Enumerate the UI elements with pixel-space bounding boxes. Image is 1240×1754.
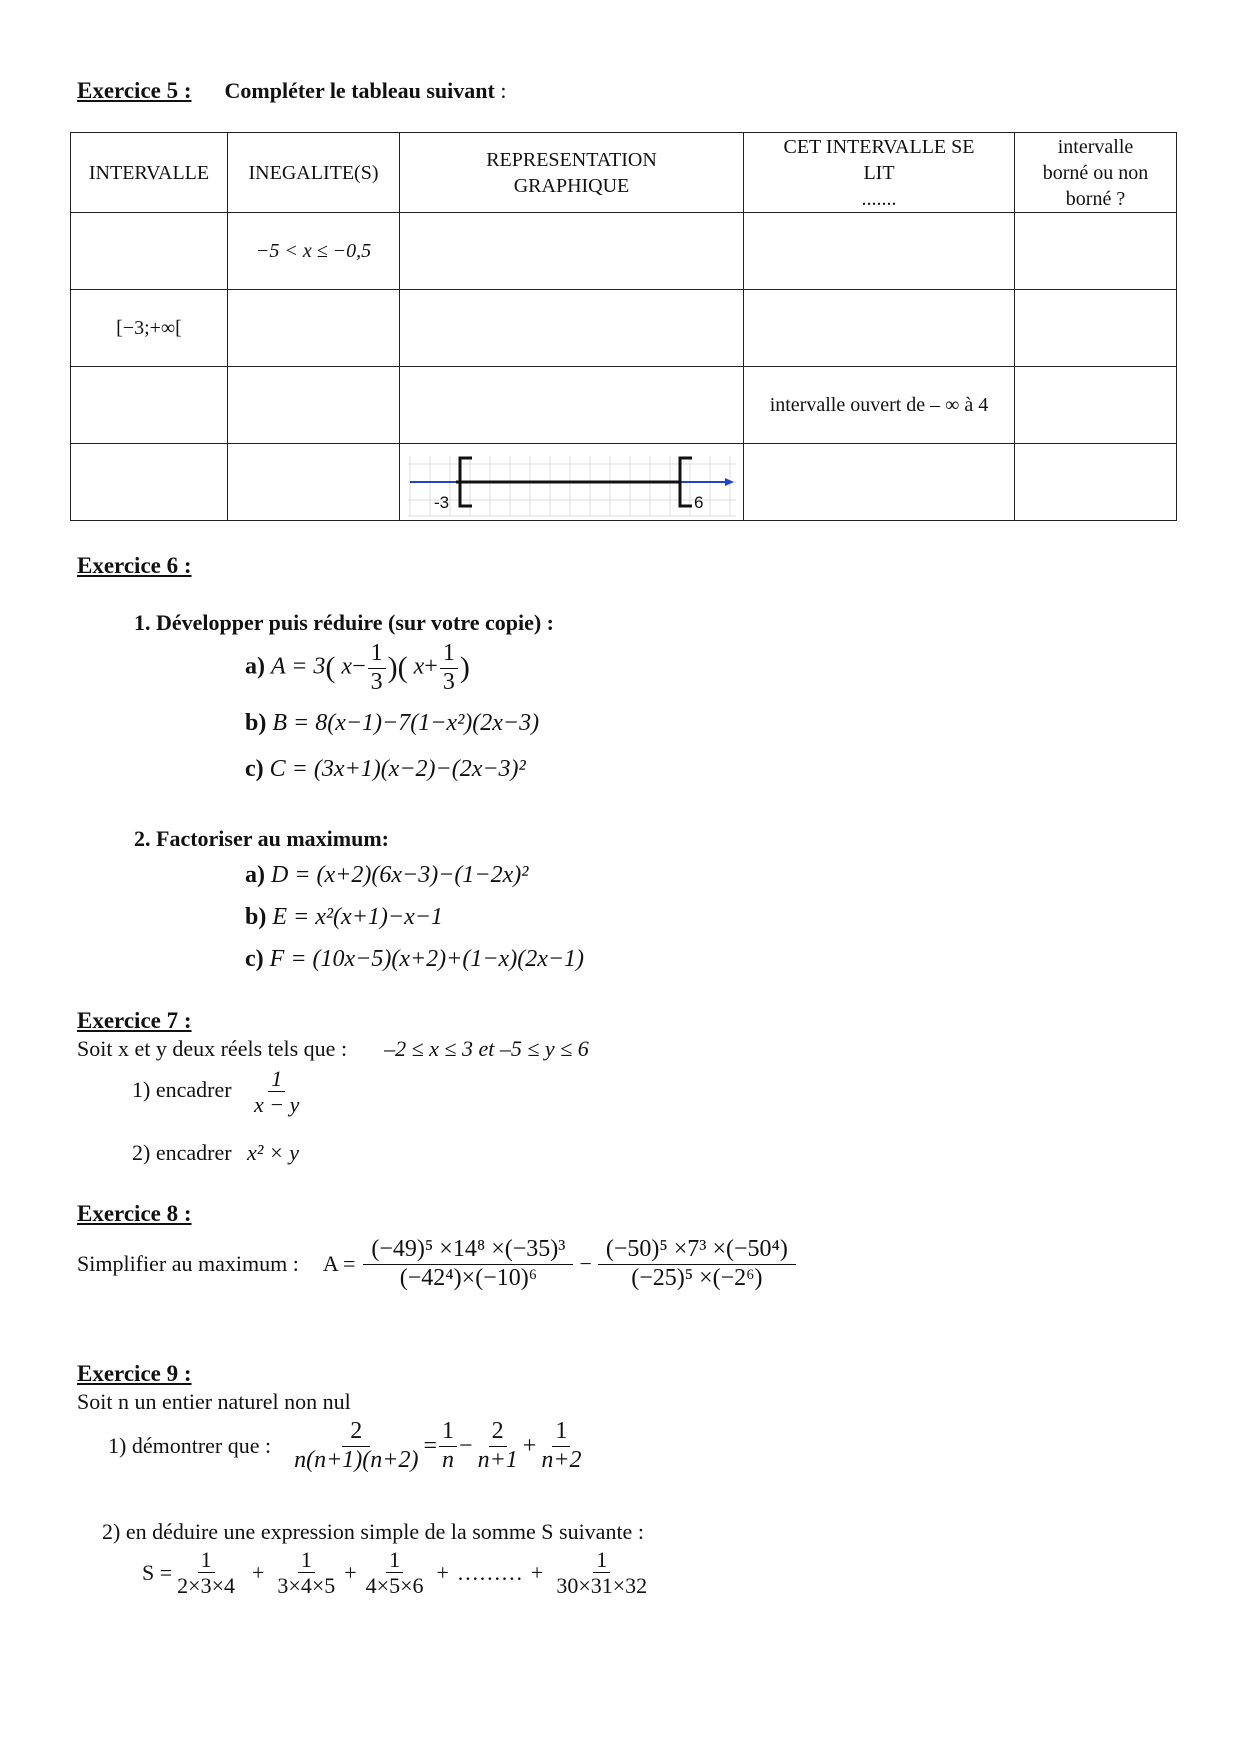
table-cell[interactable] — [400, 367, 744, 444]
ex5-instruction-tail: : — [494, 78, 507, 103]
right-bound-label: 6 — [694, 493, 704, 512]
ex7-title: Exercice 7 : — [77, 1008, 192, 1033]
ex9-q1-label: 1) démontrer que : — [108, 1433, 272, 1459]
header-borne: intervalle borné ou non borné ? — [1015, 133, 1177, 213]
ex7-q1-label: 1) encadrer — [132, 1076, 232, 1102]
table-cell[interactable] — [400, 290, 744, 367]
ex5-title: Exercice 5 : — [77, 78, 192, 103]
ex8-frac2-numerator: (−50)⁵ ×7³ ×(−50⁴) — [598, 1236, 796, 1265]
number-line-graph — [400, 444, 744, 520]
left-bound-label: -3 — [434, 493, 450, 512]
header-representation: REPRESENTATION GRAPHIQUE — [400, 133, 744, 213]
ex6-q2b-expr: E = x²(x+1)−x−1 — [272, 904, 443, 930]
table-cell[interactable] — [1015, 213, 1177, 290]
ex7-intro-line — [77, 1036, 589, 1062]
ex8-frac1-denominator: (−42⁴)×(−10)⁶ — [399, 1264, 538, 1291]
ex7-q2 — [132, 1140, 299, 1166]
ex9-t2-den: n+1 — [477, 1446, 518, 1473]
ex9-s1-den: 2×3×4 — [177, 1573, 235, 1599]
ex9-intro: Soit n un entier naturel non nul — [77, 1389, 351, 1414]
ex9-q1-lhs-denominator: n(n+1)(n+2) — [294, 1446, 419, 1473]
ex9-t3-num: 1 — [552, 1418, 570, 1447]
ex9-q1-lhs-numerator: 2 — [342, 1418, 370, 1447]
table-cell[interactable] — [744, 213, 1015, 290]
ex8-expression: Simplifier au maximum : A = $\frac{\text{(−49)⁵ ×14⁸ ×(−35)³}}{\text{(−42⁴)×(−10)⁶}}$ − $\frac{\text{(−50)⁵ ×7³ ×(−50⁴)}}{\text{(−25)⁵ ×(−2⁶)}}$ — [77, 1236, 798, 1292]
header-intervalle: INTERVALLE — [71, 133, 228, 213]
ex9-s1-num: 1 — [198, 1547, 215, 1573]
ex8-frac1-numerator: (−49)⁵ ×14⁸ ×(−35)³ — [363, 1236, 573, 1265]
ex9-sum-lhs: S = — [142, 1559, 173, 1585]
ex8-instruction: Simplifier au maximum : — [77, 1251, 299, 1277]
table-cell[interactable] — [71, 367, 228, 444]
table-row — [71, 444, 1177, 521]
table-cell[interactable] — [71, 444, 228, 521]
ex6-q1c-expr: C = (3x+1)(x−2)−(2x−3)² — [269, 756, 526, 782]
ex9-q2: 2) en déduire une expression simple de la somme S suivante : — [102, 1519, 644, 1544]
ex7-q2-expr: x² × y — [247, 1140, 300, 1165]
ex9-s4-num: 1 — [593, 1547, 610, 1573]
ex9-s4-den: 30×31×32 — [556, 1573, 648, 1599]
ex6-q2c: c) F = (10x−5)(x+2)+(1−x)(2x−1) — [245, 946, 585, 972]
ex6-q1a-expr: A = 3 — [271, 653, 326, 680]
ex9-title: Exercice 9 : — [77, 1361, 192, 1386]
ex6-q2: 2. Factoriser au maximum: — [134, 826, 389, 851]
ex9-t3-den: n+2 — [541, 1446, 582, 1473]
ex8-frac2-denominator: (−25)⁵ ×(−2⁶) — [631, 1264, 763, 1291]
ex9-sum-dots: ……… — [456, 1559, 523, 1585]
ex7-intro: Soit x et y deux réels tels que : — [77, 1036, 348, 1061]
ex8-lhs: A = — [322, 1251, 356, 1277]
row4-graph-cell — [400, 444, 744, 521]
ex7-q1-numerator: 1 — [268, 1066, 285, 1092]
ex9-s3-num: 1 — [386, 1547, 403, 1573]
ex6-q1b: b) B = 8(x−1)−7(1−x²)(2x−3) — [245, 710, 540, 736]
ex7-conditions: –2 ≤ x ≤ 3 et –5 ≤ y ≤ 6 — [384, 1036, 589, 1061]
ex6-q1a: a) A = 3( x− $\frac{1}{3}$ )( x+ $\frac{1}{3}$ ) — [245, 640, 470, 695]
table-row — [71, 367, 1177, 444]
row2-interval: [−3;+∞[ — [71, 290, 228, 367]
ex6-q1c: c) C = (3x+1)(x−2)−(2x−3)² — [245, 756, 526, 782]
ex9-t1-num: 1 — [439, 1418, 457, 1447]
row1-inequality: −5 < x ≤ −0,5 — [228, 213, 400, 290]
ex5-heading — [77, 78, 506, 104]
ex6-title: Exercice 6 : — [77, 553, 192, 578]
ex6-q2a: a) D = (x+2)(6x−3)−(1−2x)² — [245, 862, 529, 888]
ex7-q2-label: 2) encadrer — [132, 1140, 232, 1165]
table-header-row — [71, 133, 1177, 213]
row3-reading: intervalle ouvert de – ∞ à 4 — [744, 367, 1015, 444]
table-cell[interactable] — [228, 367, 400, 444]
intervals-table — [70, 132, 1177, 521]
ex6-q2c-expr: F = (10x−5)(x+2)+(1−x)(2x−1) — [269, 946, 585, 972]
ex7-q1 — [132, 1066, 304, 1118]
table-cell[interactable] — [744, 290, 1015, 367]
ex9-q1: 1) démontrer que : $\frac{2}{n(n+1)(n+2)}$ = $\frac{1}{n}$ − $\frac{2}{n+1}$ + $\frac{1}{n+2}$ — [108, 1418, 587, 1474]
table-row — [71, 290, 1177, 367]
table-cell[interactable] — [1015, 290, 1177, 367]
ex9-s2-den: 3×4×5 — [277, 1573, 336, 1599]
table-cell[interactable] — [744, 444, 1015, 521]
ex9-t1-den: n — [442, 1446, 455, 1473]
ex6-q1: 1. Développer puis réduire (sur votre copie) : — [134, 610, 554, 635]
table-cell[interactable] — [400, 213, 744, 290]
table-cell[interactable] — [71, 213, 228, 290]
table-cell[interactable] — [228, 290, 400, 367]
ex9-sum: S = $\frac{1}{2\times 3\times 4}$ + $\frac{1}{3\times 4\times 5}$ + $\frac{1}{4\times 5\times 6}$ + ……… + $\frac{1}{30\times 31\times 32}$ — [142, 1547, 652, 1599]
ex8-title: Exercice 8 : — [77, 1201, 192, 1226]
table-cell[interactable] — [1015, 444, 1177, 521]
table-cell[interactable] — [228, 444, 400, 521]
ex9-s3-den: 4×5×6 — [365, 1573, 424, 1599]
table-cell[interactable] — [1015, 367, 1177, 444]
header-lecture: CET INTERVALLE SE LIT ....... — [744, 133, 1015, 213]
ex6-q2b: b) E = x²(x+1)−x−1 — [245, 904, 443, 930]
table-row — [71, 213, 1177, 290]
header-inegalites: INEGALITE(S) — [228, 133, 400, 213]
ex9-s2-num: 1 — [298, 1547, 315, 1573]
ex6-q1b-expr: B = 8(x−1)−7(1−x²)(2x−3) — [272, 710, 540, 736]
ex5-instruction: Compléter le tableau suivant — [224, 78, 495, 103]
ex9-t2-num: 2 — [489, 1418, 507, 1447]
ex6-q2a-expr: D = (x+2)(6x−3)−(1−2x)² — [271, 862, 529, 888]
ex7-q1-denominator: x − y — [254, 1092, 300, 1118]
